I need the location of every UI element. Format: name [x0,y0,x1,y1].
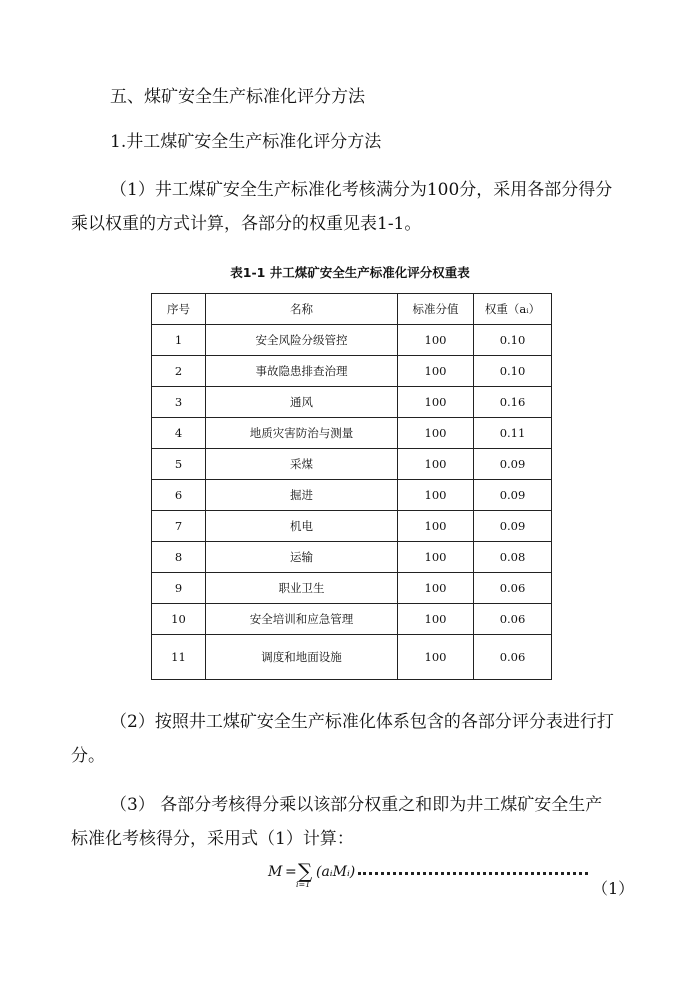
cell-seq: 8 [152,542,206,573]
cell-name: 安全培训和应急管理 [206,604,398,635]
cell-weight: 0.09 [474,480,552,511]
cell-weight: 0.06 [474,635,552,680]
paragraph-line: 标准化考核得分，采用式（1）计算： [71,829,354,849]
paragraph-line: （2）按照井工煤矿安全生产标准化体系包含的各部分评分表进行打 [110,712,614,732]
cell-score: 100 [398,511,474,542]
cell-score: 100 [398,325,474,356]
table-row [152,635,552,680]
cell-weight: 0.10 [474,325,552,356]
cell-name: 地质灾害防治与测量 [206,418,398,449]
cell-name: 事故隐患排查治理 [206,356,398,387]
cell-score: 100 [398,573,474,604]
table-row [152,573,552,604]
cell-seq: 10 [152,604,206,635]
header-name: 名称 [206,294,398,325]
cell-score: 100 [398,449,474,480]
dot-leader [358,872,588,875]
cell-weight: 0.06 [474,604,552,635]
paragraph-line: 分。 [71,746,105,766]
cell-name: 通风 [206,387,398,418]
cell-weight: 0.16 [474,387,552,418]
paragraph-line: （3） 各部分考核得分乘以该部分权重之和即为井工煤矿安全生产 [110,795,603,815]
header-seq: 序号 [152,294,206,325]
cell-weight: 0.09 [474,511,552,542]
cell-name: 职业卫生 [206,573,398,604]
table-row [152,356,552,387]
table-row [152,511,552,542]
header-score: 标准分值 [398,294,474,325]
cell-name: 掘进 [206,480,398,511]
cell-score: 100 [398,387,474,418]
cell-name: 机电 [206,511,398,542]
cell-name: 安全风险分级管控 [206,325,398,356]
cell-score: 100 [398,604,474,635]
cell-name: 采煤 [206,449,398,480]
cell-score: 100 [398,542,474,573]
header-weight: 权重（aᵢ） [474,294,552,325]
cell-seq: 5 [152,449,206,480]
formula-lhs: M [268,864,283,880]
cell-weight: 0.09 [474,449,552,480]
cell-score: 100 [398,356,474,387]
cell-seq: 11 [152,635,206,680]
cell-weight: 0.10 [474,356,552,387]
table-row [152,325,552,356]
cell-score: 100 [398,480,474,511]
formula-rhs: (aᵢMᵢ) [316,864,356,880]
cell-seq: 9 [152,573,206,604]
cell-seq: 3 [152,387,206,418]
cell-score: 100 [398,418,474,449]
table-header-row [152,294,552,325]
cell-seq: 6 [152,480,206,511]
table-row [152,387,552,418]
table-row [152,480,552,511]
weight-table [151,293,552,680]
table-row [152,449,552,480]
table-caption: 表1-1 井工煤矿安全生产标准化评分权重表 [230,265,470,280]
table-row [152,418,552,449]
cell-seq: 4 [152,418,206,449]
cell-seq: 2 [152,356,206,387]
cell-seq: 7 [152,511,206,542]
subsection-heading: 1.井工煤矿安全生产标准化评分方法 [110,132,382,152]
formula-equals: = [285,864,297,880]
cell-name: 运输 [206,542,398,573]
cell-weight: 0.11 [474,418,552,449]
formula [268,859,635,898]
cell-name: 调度和地面设施 [206,635,398,680]
paragraph-line: 乘以权重的方式计算，各部分的权重见表1-1。 [71,214,422,234]
summation-symbol: ∑ [298,859,313,883]
summation-index: i=1 [296,880,311,889]
paragraph-line: （1）井工煤矿安全生产标准化考核满分为100分，采用各部分得分 [110,180,613,200]
equation-number: （1） [592,879,635,898]
cell-seq: 1 [152,325,206,356]
cell-weight: 0.06 [474,573,552,604]
table-row [152,542,552,573]
table-row [152,604,552,635]
section-heading: 五、煤矿安全生产标准化评分方法 [110,87,365,107]
cell-score: 100 [398,635,474,680]
cell-weight: 0.08 [474,542,552,573]
